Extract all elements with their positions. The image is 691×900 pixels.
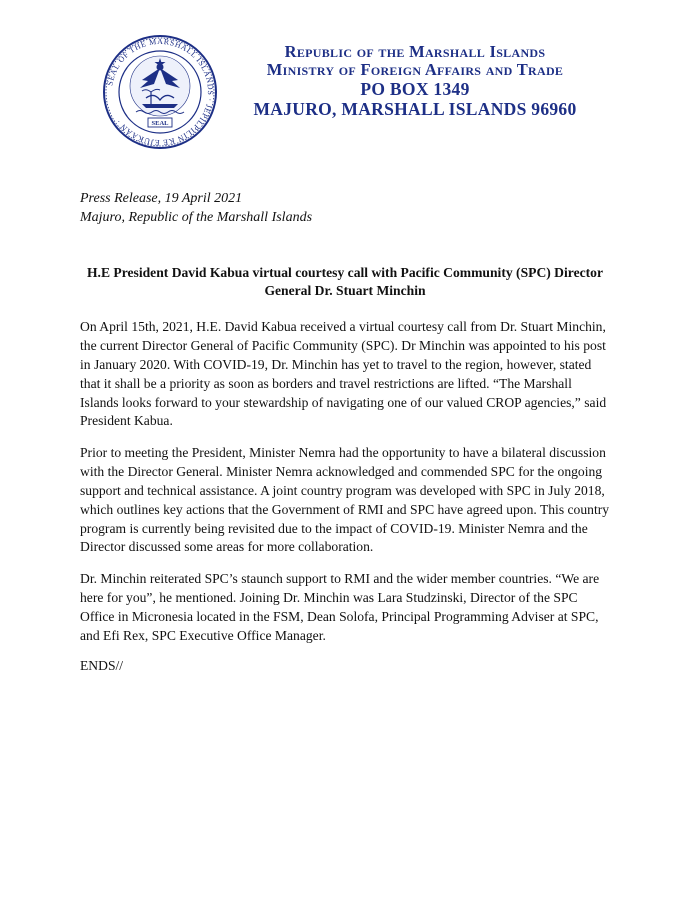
body-paragraph-2: Prior to meeting the President, Minister Nemra had the opportunity to have a bilateral discussion with the Director General. Minister Nemra acknowledged and commended SPC for the ongoing support and technical assistance. A joint country program was developed with SPC in July 2018, which outlines key actions that the Government of RMI and SPC have agreed upon. This country program is currently being revisited due to the impact of COVID-19. Minister Nemra and the Director discussed some areas for more collaboration. <box>80 445 610 555</box>
letterhead-address: MAJURO, MARSHALL ISLANDS 96960 <box>253 98 577 119</box>
release-meta <box>80 190 312 228</box>
body-paragraph-3: Dr. Minchin reiterated SPC’s staunch support to RMI and the wider member countries. “We are here for you”, he mentioned. Joining Dr. Minchin was Lara Studzinski, Director of the SPC Office in Micronesia located in the FSM, Dean Solofa, Principal Programming Adviser at SPC, and Efi Rex, SPC Executive Office Manager. <box>80 571 600 643</box>
letterhead-po-box: PO BOX 1349 <box>360 78 470 99</box>
marshall-islands-seal <box>102 34 218 150</box>
letterhead <box>240 43 590 119</box>
letterhead-ministry: Ministry of Foreign Affairs and Trade <box>266 60 564 80</box>
release-location: Majuro, Republic of the Marshall Islands <box>80 209 313 225</box>
body-paragraph-1: On April 15th, 2021, H.E. David Kabua received a virtual courtesy call from Dr. Stuart Minchin, the current Director General of Pacific Community (SPC). Dr Minchin was appointed to his post in January 2020. With COVID-19, Dr. Minchin has yet to travel to the region, however, stated that it shall be a priority as soon as borders and travel restrictions are lifted. “The Marshall Islands looks forward to your stewardship of navigating one of our valued CROP agencies,” said President Kabua. <box>80 319 607 429</box>
letterhead-country: Republic of the Marshall Islands <box>284 42 546 61</box>
svg-text:SEAL: SEAL <box>151 120 169 127</box>
release-dateline: Press Release, 19 April 2021 <box>80 191 243 206</box>
seal-emblem-icon <box>102 34 218 150</box>
press-release-headline: H.E President David Kabua virtual courtesy call with Pacific Community (SPC) Director General Dr. Stuart Minchin <box>86 265 603 299</box>
ends-marker: ENDS// <box>80 658 124 673</box>
svg-text:SEAL OF THE MARSHALL ISLANDS ·: SEAL OF THE MARSHALL ISLANDS · JEPILPILIN KE EJUKAAN · <box>105 36 216 148</box>
